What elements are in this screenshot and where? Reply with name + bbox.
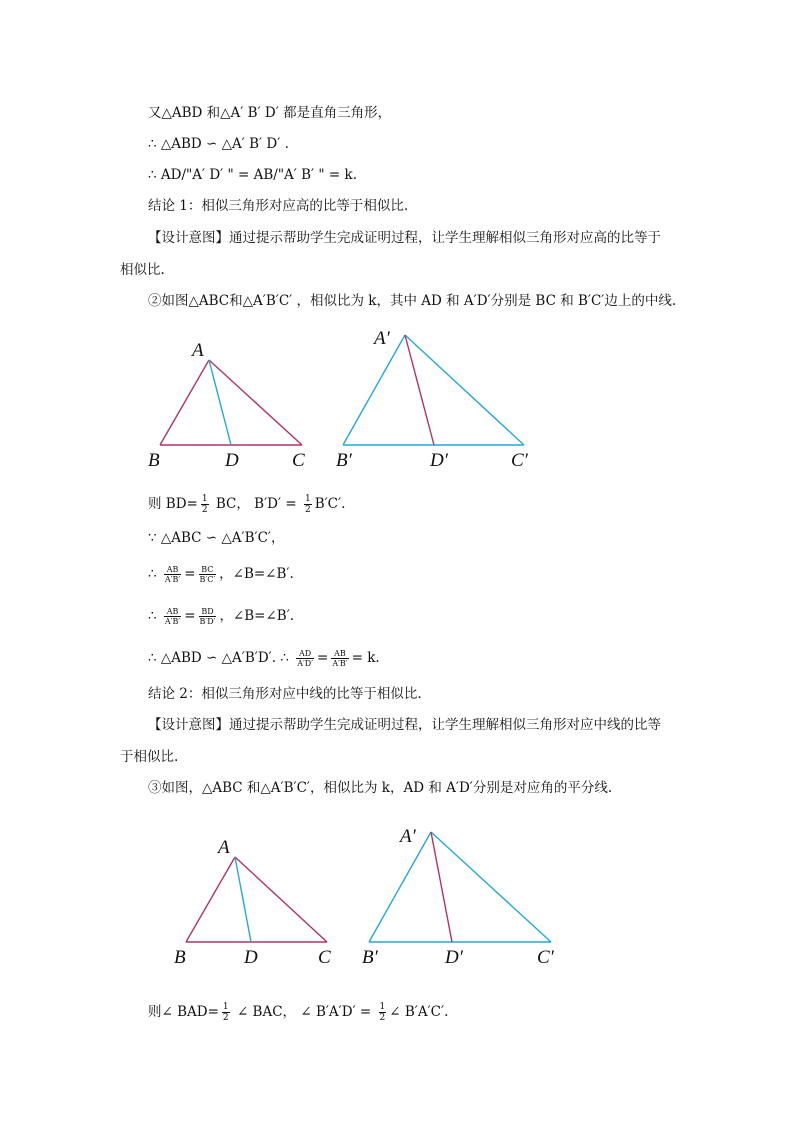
fig1-label-b-prime: B′ [336, 450, 352, 471]
fig1-small-ab [160, 360, 209, 445]
fraction-half: $\frac{1}{2}$ [201, 494, 208, 515]
fig2-label-d-prime: D′ [445, 947, 463, 968]
fig1-label-a-prime: A′ [374, 328, 390, 349]
text-line-10: ∴ $\frac{AB}{A'B'}$ = $\frac{BD}{B'D'}$ ，∠B=∠B′. [148, 607, 295, 626]
design-intent-1b: 相似比. [120, 262, 165, 278]
fraction-bc-ratio: $\frac{BC}{B'C'}$ [199, 565, 216, 584]
fraction-ab-ratio: $\frac{AB}{A'B'}$ [164, 565, 181, 584]
fig1-small-ad [209, 360, 231, 445]
figure-1-median [140, 325, 560, 475]
problem-3-statement: ③如图，△ABC 和△A′B′C′，相似比为 k，AD 和 A′D′分别是对应角的平分线. [148, 780, 613, 796]
design-intent-2a: 【设计意图】通过提示帮助学生完成证明过程，让学生理解相似三角形对应中线的比等 [148, 717, 661, 733]
text-line-9: ∴ $\frac{AB}{A'B'}$ = $\frac{BC}{B'C'}$ ，∠B=∠B′. [148, 565, 294, 584]
fig2-small-ab [186, 857, 235, 942]
fraction-half: $\frac{1}{2}$ [222, 1002, 229, 1023]
problem-2-statement: ②如图△ABC和△A′B′C′ ，相似比为 k，其中 AD 和 A′D′分别是 BC 和 B′C′边上的中线. [148, 293, 677, 309]
design-intent-2b: 于相似比. [120, 749, 179, 765]
fraction-ad-ratio: $\frac{AD}{A'D'}$ [297, 649, 314, 668]
text-line-2: ∴ △ABD ∽ △A′ B′ D′ . [148, 136, 289, 152]
text-line-8: ∵ △ABC ∽ △A′B′C′， [148, 530, 285, 546]
fig2-large-ab [369, 832, 431, 942]
fig2-label-a-prime: A′ [400, 826, 416, 847]
text-line-11: ∴ △ABD ∽ △A′B′D′. ∴ $\frac{AD}{A'D'}$ = $\frac{AB}{A'B'}$ = k. [148, 649, 380, 668]
fig2-label-b-prime: B′ [362, 947, 378, 968]
fig2-label-c: C [318, 947, 331, 968]
fig1-small-ac [209, 360, 302, 445]
fig1-label-d-prime: D′ [430, 450, 448, 471]
fig1-large-ac [405, 335, 524, 445]
design-intent-1a: 【设计意图】通过提示帮助学生完成证明过程，让学生理解相似三角形对应高的比等于 [148, 230, 661, 246]
fig1-label-c-prime: C′ [511, 450, 528, 471]
fig1-label-b: B [148, 450, 160, 471]
fig2-label-d: D [244, 947, 258, 968]
fig1-label-a: A [192, 340, 204, 361]
text-line-3: ∴ AD/"A′ D′ " = AB/"A′ B′ " = k. [148, 167, 357, 183]
text-line-1: 又△ABD 和△A′ B′ D′ 都是直角三角形， [148, 105, 392, 121]
text-line-7: 则 BD= $\frac{1}{2}$ BC， B′D′ = $\frac{1}{2}$ B′C′. [148, 494, 346, 515]
fraction-half: $\frac{1}{2}$ [379, 1002, 386, 1023]
fig1-large-ad [405, 335, 434, 445]
conclusion-2: 结论 2：相似三角形对应中线的比等于相似比. [148, 686, 422, 702]
figure-2-angle-bisector [165, 820, 585, 975]
fig1-label-c: C [292, 450, 305, 471]
fig2-label-c-prime: C′ [537, 947, 554, 968]
text-line-15: 则∠ BAD= $\frac{1}{2}$ ∠ BAC， ∠ B′A′D′ = $\frac{1}{2}$ ∠ B′A′C′. [148, 1002, 449, 1023]
fig2-label-b: B [174, 947, 186, 968]
fraction-half: $\frac{1}{2}$ [304, 494, 311, 515]
fraction-ab-ratio: $\frac{AB}{A'B'}$ [164, 607, 181, 626]
fig1-label-d: D [225, 450, 239, 471]
fig2-label-a: A [218, 837, 230, 858]
fraction-ab-ratio: $\frac{AB}{A'B'}$ [332, 649, 348, 668]
fraction-bd-ratio: $\frac{BD}{B'D'}$ [199, 607, 216, 626]
fig1-large-ab [343, 335, 405, 445]
conclusion-1: 结论 1：相似三角形对应高的比等于相似比. [148, 198, 409, 214]
